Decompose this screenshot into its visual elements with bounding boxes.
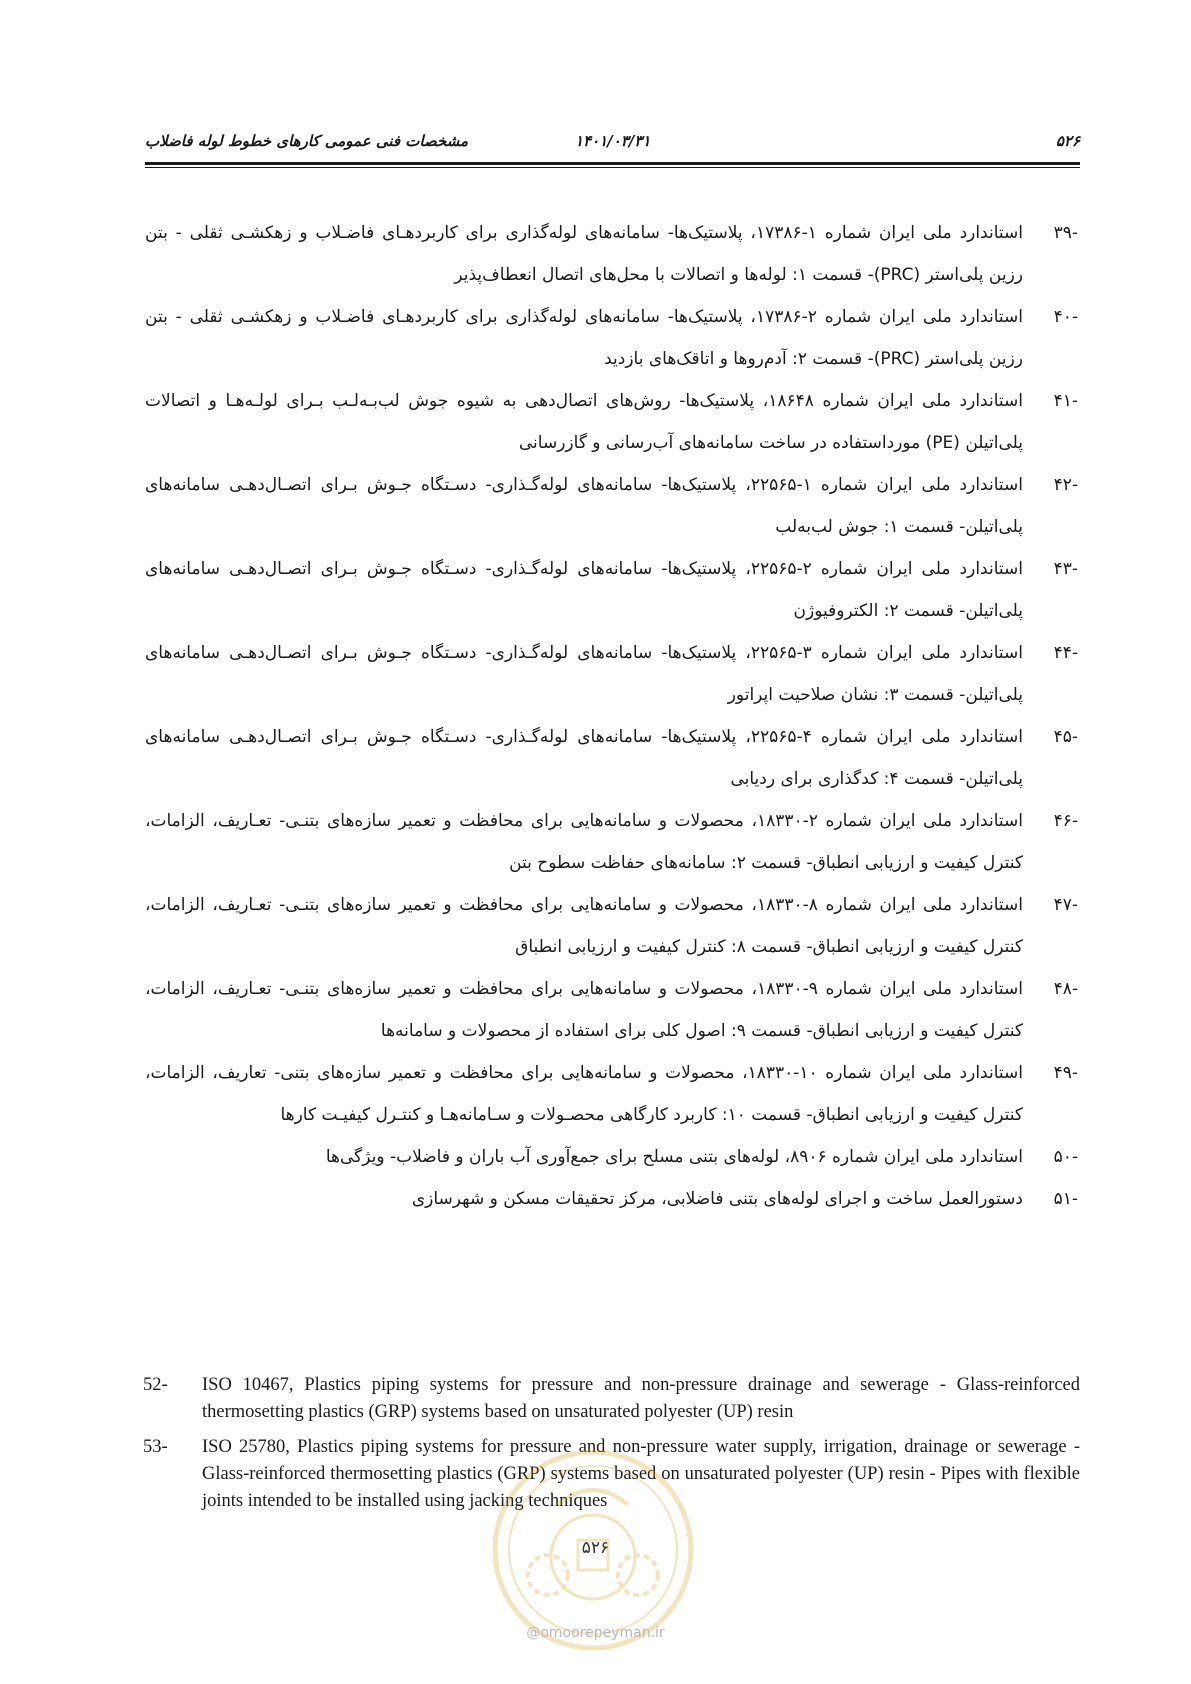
reference-text: استاندارد ملی ایران شماره ۲-۱۸۳۳۰، محصولات و سامانه‌هایی برای محافظت و تعمیر سازه‌های بتنـی- تعـاریف، الزامات، کنترل کیفیت و ارزیابی انطباق- قسمت ۲: سامانه‌های حفاظت سطوح بتن [145,811,1023,873]
reference-number: -۵۱ [1053,1189,1078,1209]
header-title: مشخصات فنی عمومی کارهای خطوط لوله فاضلاب [145,132,469,150]
reference-item [145,296,1080,380]
reference-item [145,1052,1080,1136]
reference-number: -۴۳ [1053,559,1078,579]
footer-watermark-site: @omoorepeyman.ir [526,1625,665,1641]
reference-number: -۴۶ [1053,811,1078,831]
reference-number: -۴۹ [1053,1063,1078,1083]
reference-text: استاندارد ملی ایران شماره ۴-۲۲۵۶۵، پلاستیک‌ها- سامانه‌های لوله‌گـذاری- دسـتگاه جـوش بـرای اتصـال‌دهـی سامانه‌های پلی‌اتیلن- قسمت ۴: کدگذاری برای ردیابی [145,727,1023,789]
reference-item [145,800,1080,884]
reference-number: 52- [143,1375,168,1395]
page-header [145,128,1080,158]
reference-item [145,884,1080,968]
reference-text: استاندارد ملی ایران شماره ۱-۱۷۳۸۶، پلاستیک‌ها- سامانه‌های لوله‌گذاری برای کاربردهـای فاضـلاب و زهکشـی ثقلی - بتن رزین پلی‌استر (PRC)- قسمت ۱: لوله‌ها و اتصالات با محل‌های اتصال انعطاف‌پذیر [145,223,1024,285]
header-rule-thick [145,162,1080,165]
reference-number: -۴۴ [1053,643,1078,663]
reference-number: -۴۰ [1053,307,1078,327]
reference-number: -۴۸ [1053,979,1078,999]
reference-number: -۴۲ [1053,475,1078,495]
reference-number: 53- [143,1437,168,1457]
header-rule-thin [145,167,1080,168]
reference-item [145,548,1080,632]
reference-item [145,716,1080,800]
reference-text: استاندارد ملی ایران شماره ۲-۱۷۳۸۶، پلاستیک‌ها- سامانه‌های لوله‌گذاری برای کاربردهـای فاضـلاب و زهکشـی ثقلی - بتن رزین پلی‌استر (PRC)- قسمت ۲: آدم‌روها و اتاقک‌های بازدید [145,307,1024,369]
reference-number: -۴۵ [1053,727,1078,747]
reference-item [145,464,1080,548]
reference-text: ISO 25780, Plastics piping systems for pressure and non-pressure water supply, irrigation, drainage or sewerage - Glass-reinforced thermosetting plastics (GRP) systems based on unsaturated polyester (UP) resin - Pipes with flexible joints intended to be installed using jacking techniques [202,1437,1080,1511]
reference-list-fa [145,212,1080,1220]
reference-text: استاندارد ملی ایران شماره ۹-۱۸۳۳۰، محصولات و سامانه‌هایی برای محافظت و تعمیر سازه‌های بتنـی- تعـاریف، الزامات، کنترل کیفیت و ارزیابی انطباق- قسمت ۹: اصول کلی برای استفاده از محصولات و سامانه‌ها [145,979,1023,1041]
reference-text: استاندارد ملی ایران شماره ۸-۱۸۳۳۰، محصولات و سامانه‌هایی برای محافظت و تعمیر سازه‌های بتنـی- تعـاریف، الزامات، کنترل کیفیت و ارزیابی انطباق- قسمت ۸: کنترل کیفیت و ارزیابی انطباق [145,895,1023,957]
reference-item [140,1372,1080,1426]
reference-text: استاندارد ملی ایران شماره ۲-۲۲۵۶۵، پلاستیک‌ها- سامانه‌های لوله‌گـذاری- دسـتگاه جـوش بـرای اتصـال‌دهـی سامانه‌های پلی‌اتیلن- قسمت ۲: الکتروفیوژن [145,559,1023,621]
reference-number: -۳۹ [1053,223,1078,243]
reference-number: -۴۱ [1053,391,1078,411]
reference-text: استاندارد ملی ایران شماره ۸۹۰۶، لوله‌های بتنی مسلح برای جمع‌آوری آب باران و فاضلاب- ویژگی‌ها [325,1147,1023,1167]
reference-item [145,212,1080,296]
reference-text: دستورالعمل ساخت و اجرای لوله‌های بتنی فاضلابی، مرکز تحقیقات مسکن و شهرسازی [411,1189,1023,1209]
reference-text: استاندارد ملی ایران شماره ۱-۲۲۵۶۵، پلاستیک‌ها- سامانه‌های لوله‌گـذاری- دسـتگاه جـوش بـرای اتصـال‌دهـی سامانه‌های پلی‌اتیلن- قسمت ۱: جوش لب‌به‌لب [145,475,1023,537]
reference-item [145,380,1080,464]
reference-number: -۴۷ [1053,895,1078,915]
reference-text: استاندارد ملی ایران شماره ۱۰-۱۸۳۳۰، محصولات و سامانه‌هایی برای محافظت و تعمیر سازه‌های بتنی- تعاریف، الزامات، کنترل کیفیت و ارزیابی انطباق- قسمت ۱۰: کاربرد کارگاهی محصـولات و سـامانه‌هـا و کنتـرل کیفیـت کارها [145,1063,1023,1125]
reference-number: -۵۰ [1053,1147,1078,1167]
reference-text: استاندارد ملی ایران شماره ۳-۲۲۵۶۵، پلاستیک‌ها- سامانه‌های لوله‌گـذاری- دسـتگاه جـوش بـرای اتصـال‌دهـی سامانه‌های پلی‌اتیلن- قسمت ۳: نشان صلاحیت اپراتور [145,643,1023,705]
header-date: ۱۴۰۱/۰۳/۳۱ [575,132,651,150]
reference-text: استاندارد ملی ایران شماره ۱۸۶۴۸، پلاستیک‌ها- روش‌های اتصال‌دهی به شیوه جوش لب‌بـه‌لـب بـرای لولـه‌هـا و اتصالات پلی‌اتیلن (PE) مورداستفاده در ساخت سامانه‌های آب‌رسانی و گازرسانی [145,391,1023,453]
reference-item [145,632,1080,716]
reference-item [145,968,1080,1052]
reference-text: ISO 10467, Plastics piping systems for pressure and non-pressure drainage and sewerage - Glass-reinforced thermosetting plastics (GRP) systems based on unsaturated polyester (UP) resin [202,1375,1080,1422]
reference-item [145,1136,1080,1178]
reference-item [145,1178,1080,1220]
footer-page-number: ۵۲۶ [581,1538,610,1558]
header-page-number: ۵۲۶ [1055,132,1080,150]
